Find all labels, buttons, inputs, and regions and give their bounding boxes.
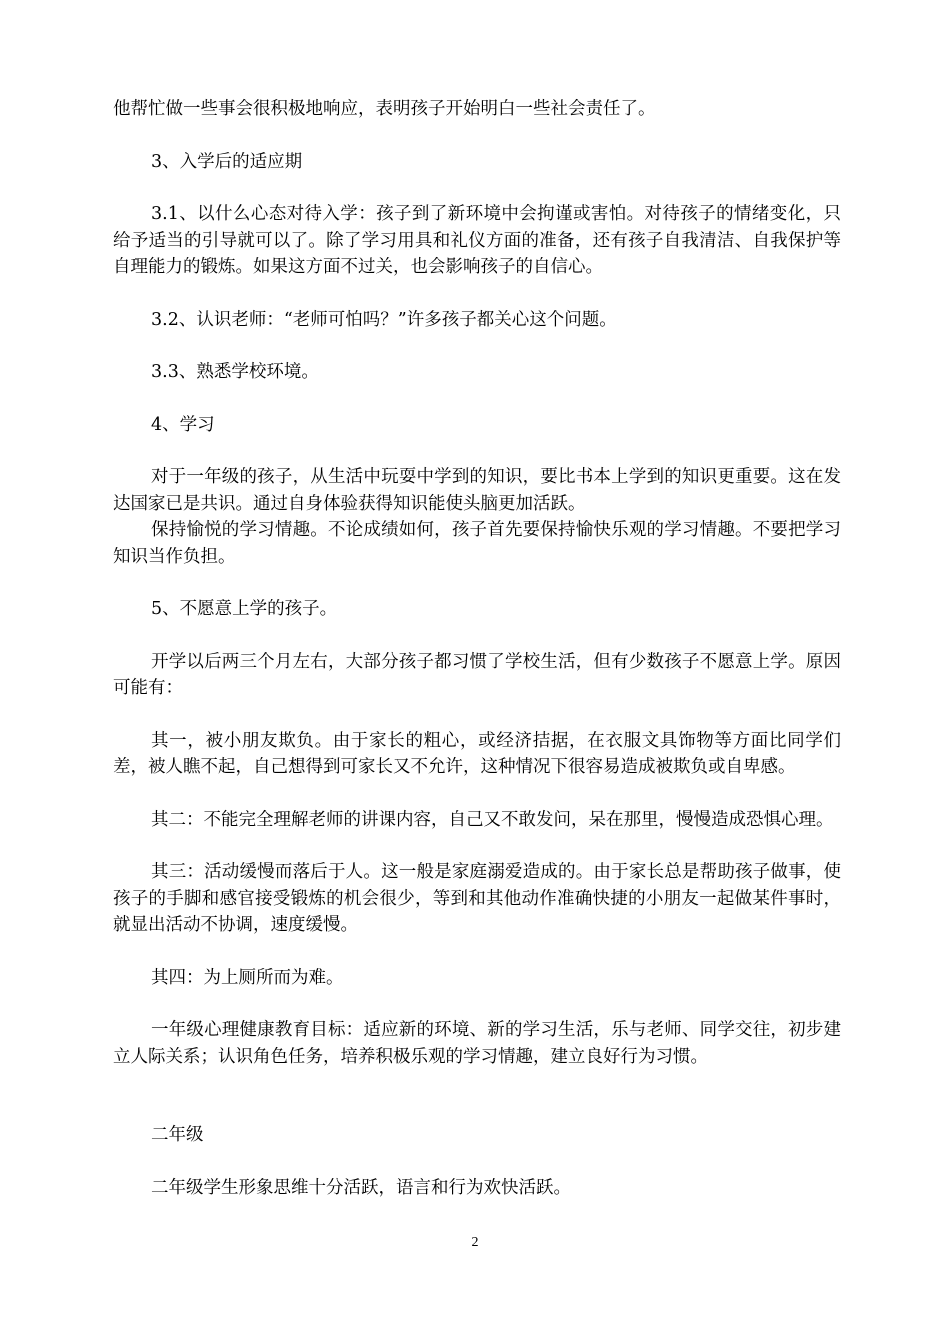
paragraph-grade2-intro: 二年级学生形象思维十分活跃，语言和行为欢快活跃。 bbox=[151, 1177, 571, 1198]
document-body bbox=[113, 96, 841, 1201]
paragraph-reason-1: 其一，被小朋友欺负。由于家长的粗心，或经济拮据，在衣服文具饰物等方面比同学们差，被人瞧不起，自己想得到可家长又不允许，这种情况下很容易造成被欺负或自卑感。 bbox=[113, 730, 841, 777]
paragraph-reason-2: 其二：不能完全理解老师的讲课内容，自己又不敢发问，呆在那里，慢慢造成恐惧心理。 bbox=[151, 809, 834, 830]
heading-section-3: 3、入学后的适应期 bbox=[151, 151, 303, 172]
paragraph-learning-2: 保持愉悦的学习情趣。不论成绩如何，孩子首先要保持愉快乐观的学习情趣。不要把学习知识当作负担。 bbox=[113, 520, 841, 567]
heading-grade-2: 二年级 bbox=[151, 1125, 204, 1145]
paragraph-3-2: 3.2、认识老师：“老师可怕吗？”许多孩子都关心这个问题。 bbox=[151, 309, 617, 330]
paragraph-3-3: 3.3、熟悉学校环境。 bbox=[151, 362, 319, 382]
paragraph-learning-1: 对于一年级的孩子，从生活中玩耍中学到的知识，要比书本上学到的知识更重要。这在发达国家已是共识。通过自身体验获得知识能使头脑更加活跃。 bbox=[113, 467, 841, 514]
paragraph-3-1: 3.1、以什么心态对待入学：孩子到了新环境中会拘谨或害怕。对待孩子的情绪变化，只给予适当的引导就可以了。除了学习用具和礼仪方面的准备，还有孩子自我清洁、自我保护等自理能力的锻炼。如果这方面不过关，也会影响孩子的自信心。 bbox=[113, 204, 841, 277]
paragraph-grade1-goals: 一年级心理健康教育目标：适应新的环境、新的学习生活，乐与老师、同学交往，初步建立人际关系；认识角色任务，培养积极乐观的学习情趣，建立良好行为习惯。 bbox=[113, 1020, 841, 1067]
paragraph-reason-3: 其三：活动缓慢而落后于人。这一般是家庭溺爱造成的。由于家长总是帮助孩子做事，使孩子的手脚和感官接受锻炼的机会很少，等到和其他动作准确快捷的小朋友一起做某件事时，就显出活动不协调，速度缓慢。 bbox=[113, 862, 841, 935]
paragraph-reason-4: 其四：为上厕所而为难。 bbox=[151, 967, 344, 988]
heading-section-5: 5、不愿意上学的孩子。 bbox=[151, 599, 338, 619]
heading-section-4: 4、学习 bbox=[151, 414, 215, 435]
paragraph-reluctant-intro: 开学以后两三个月左右，大部分孩子都习惯了学校生活，但有少数孩子不愿意上学。原因可能有： bbox=[113, 651, 841, 698]
page-number: 2 bbox=[471, 1235, 479, 1250]
paragraph-continuation: 他帮忙做一些事会很积极地响应，表明孩子开始明白一些社会责任了。 bbox=[113, 99, 656, 119]
